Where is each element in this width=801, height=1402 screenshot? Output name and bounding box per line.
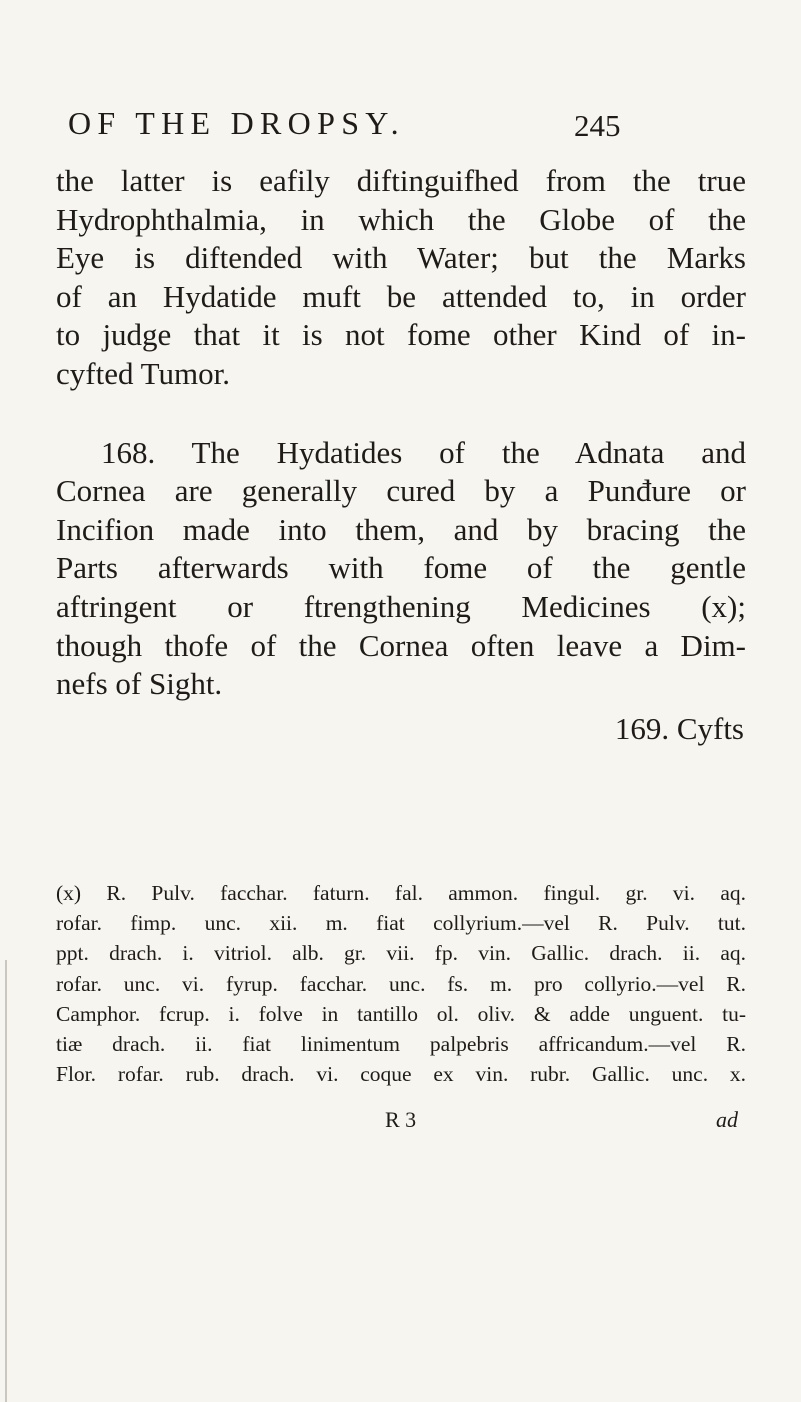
text-line: Eye is diftended with Water; but the Marks: [56, 240, 746, 276]
footnote-line: rofar. fimp. unc. xii. m. fiat collyrium.—vel R. Pulv. tut.: [56, 911, 746, 936]
text-line: the latter is eafily diftinguifhed from the true: [56, 163, 746, 198]
text-line: though thofe of the Cornea often leave a Dim-: [56, 627, 746, 663]
page-number: 245: [574, 108, 621, 143]
paragraph-168-first-line: 168. The Hydatides of the Adnata and: [101, 434, 746, 470]
text-line: Parts afterwards with fome of the gentle: [56, 550, 746, 586]
text-line: nefs of Sight.: [56, 666, 223, 702]
text-line: Cornea are generally cured by a Punđure or: [56, 473, 746, 509]
page-footer: [56, 1105, 746, 1137]
text-line: of an Hydatide muft be attended to, in order: [56, 278, 746, 314]
footnote-line: rofar. unc. vi. fyrup. facchar. unc. fs. m. pro collyrio.—vel R.: [56, 971, 746, 996]
paragraph-169-catch: 169. Cyfts: [614, 710, 744, 746]
text-line: aftringent or ftrengthening Medicines (x);: [56, 588, 746, 624]
footnote: [56, 878, 746, 1089]
text-line: to judge that it is not fome other Kind of in-: [56, 317, 746, 353]
printer-signature: R 3: [385, 1107, 417, 1132]
text-line: Hydrophthalmia, in which the Globe of the: [56, 201, 746, 237]
footnote-line: (x) R. Pulv. facchar. faturn. fal. ammon. fingul. gr. vi. aq.: [56, 881, 746, 905]
text-line: Incifion made into them, and by bracing the: [56, 511, 746, 547]
paragraph-gap: [56, 394, 746, 434]
page-edge-shadow: [5, 960, 7, 1402]
footnote-line: tiæ drach. ii. fiat linimentum palpebris affricandum.—vel R.: [56, 1032, 746, 1057]
footnote-line: ppt. drach. i. vitriol. alb. gr. vii. fp. vin. Gallic. drach. ii. aq.: [56, 941, 746, 966]
catchword: ad: [716, 1107, 738, 1132]
footnote-line: Camphor. fcrup. i. folve in tantillo ol. oliv. & adde unguent. tu-: [56, 1001, 746, 1026]
main-text: [56, 162, 746, 748]
footnote-line: Flor. rofar. rub. drach. vi. coque ex vin. rubr. Gallic. unc. x.: [56, 1062, 746, 1087]
running-header: [68, 103, 688, 153]
running-title: OF THE DROPSY.: [68, 105, 405, 141]
text-line: cyfted Tumor.: [56, 355, 230, 391]
